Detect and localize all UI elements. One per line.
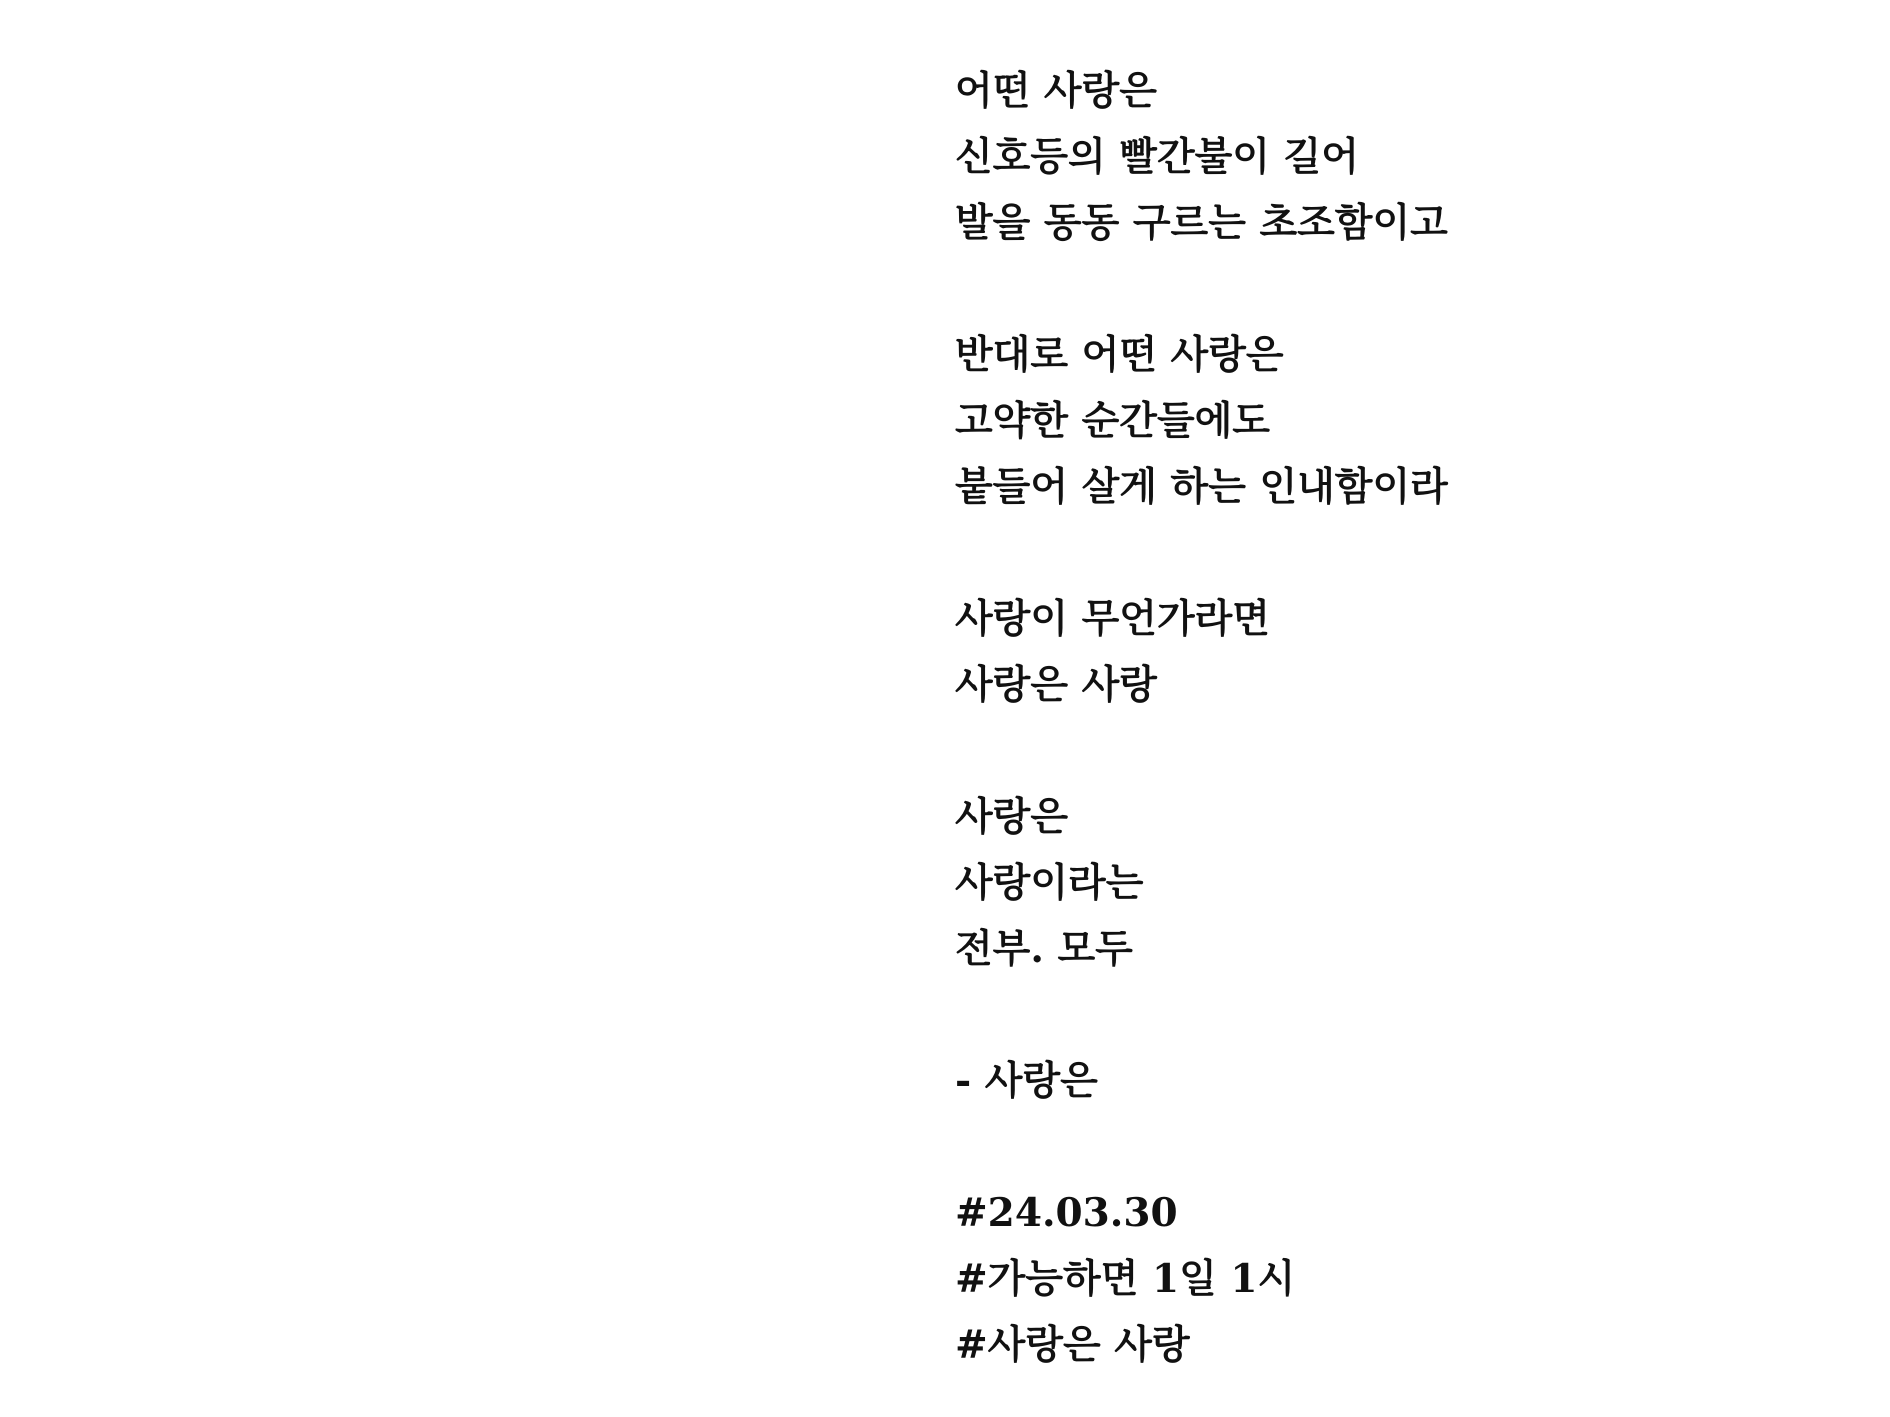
stanza-1 xyxy=(955,58,1855,256)
hashtag-date: #24.03.30 xyxy=(955,1190,1178,1236)
poem-line: 발을 동동 구르는 초조함이고 xyxy=(955,200,1448,246)
poem-line: 사랑이라는 xyxy=(955,860,1144,906)
poem-signature: - 사랑은 xyxy=(955,1058,1098,1104)
poem-line: 신호등의 빨간불이 길어 xyxy=(955,134,1359,180)
stanza-3 xyxy=(955,586,1855,718)
poem-line: 전부. 모두 xyxy=(955,926,1133,972)
poem-line: 붙들어 살게 하는 인내함이라 xyxy=(955,464,1448,510)
poem-body xyxy=(955,58,1855,1378)
poem-line: 사랑은 xyxy=(955,794,1069,840)
poem-line: 사랑이 무언가라면 xyxy=(955,596,1270,642)
stanza-2 xyxy=(955,322,1855,520)
hashtag: #사랑은 사랑 xyxy=(955,1322,1190,1368)
poem-line: 반대로 어떤 사랑은 xyxy=(955,332,1284,378)
hashtag-list xyxy=(955,1180,1855,1378)
poem-line: 고약한 순간들에도 xyxy=(955,398,1270,444)
poem-line: 사랑은 사랑 xyxy=(955,662,1157,708)
poem-line: 어떤 사랑은 xyxy=(955,68,1157,114)
hashtag: #가능하면 1일 1시 xyxy=(955,1256,1296,1302)
stanza-4 xyxy=(955,784,1855,982)
